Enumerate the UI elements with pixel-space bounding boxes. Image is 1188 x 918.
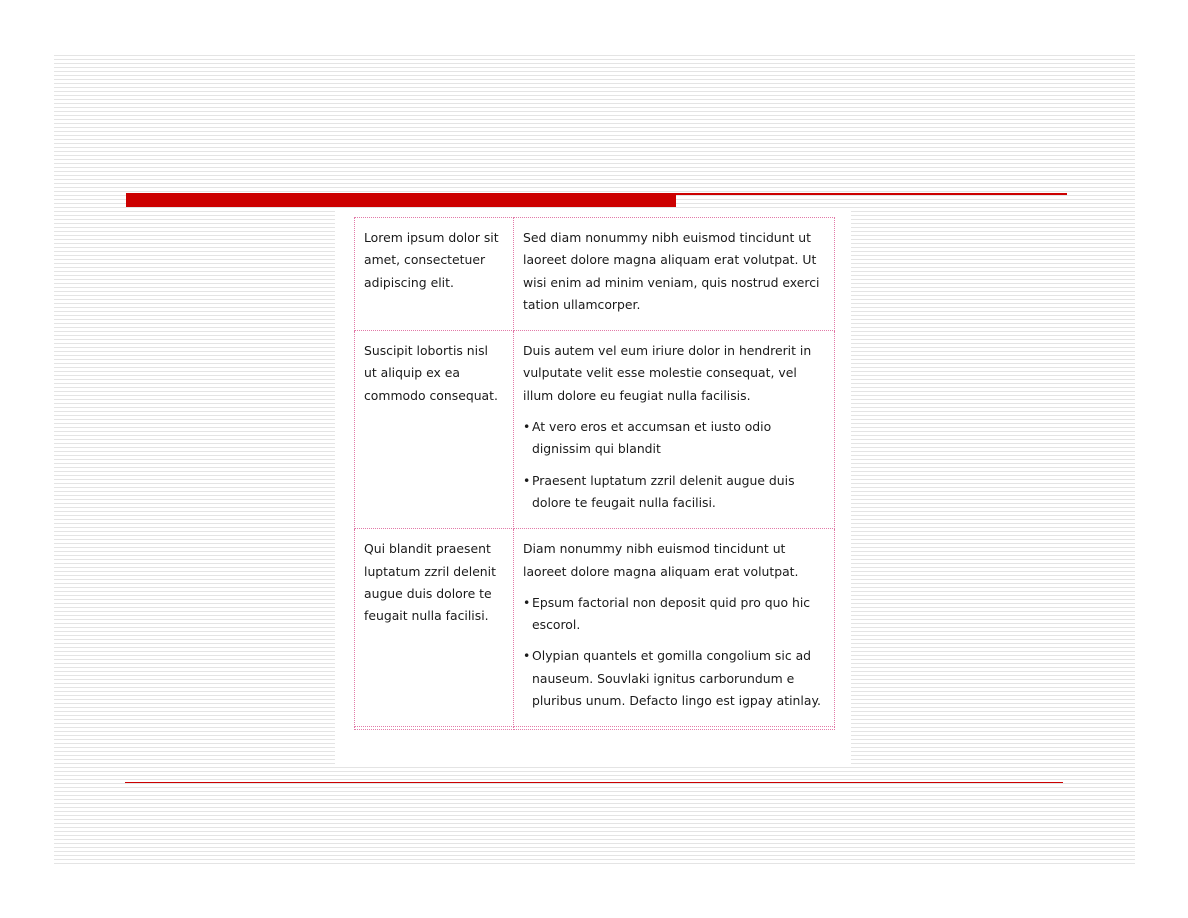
table-cell-tail	[514, 727, 835, 730]
list-item-text: Olypian quantels et gomilla congolium sic ad nauseum. Souvlaki ignitus carborundum e pluribus unum. Defacto lingo est igpay atinlay.	[532, 648, 821, 709]
bullet-list	[523, 592, 825, 712]
cell-text: Qui blandit praesent luptatum zzril delenit augue duis dolore te feugait nulla facilisi.	[364, 541, 496, 624]
list-item	[523, 645, 825, 712]
cell-text: Duis autem vel eum iriure dolor in hendrerit in vulputate velit esse molestie consequat, vel illum dolore eu feugiat nulla facilisis.	[523, 343, 812, 403]
cell-text: Lorem ipsum dolor sit amet, consectetuer adipiscing elit.	[364, 230, 499, 290]
cell-text: Diam nonummy nibh euismod tincidunt ut laoreet dolore magna aliquam erat volutpat.	[523, 541, 799, 579]
footer-rule	[125, 782, 1063, 783]
table-row-tail	[355, 727, 835, 730]
cell-text: Sed diam nonummy nibh euismod tincidunt ut laoreet dolore magna aliquam erat volutpat. Ut wisi enim ad minim veniam, quis nostrud exerci tation ullamcorper.	[523, 230, 820, 312]
list-item-text: At vero eros et accumsan et iusto odio dignissim qui blandit	[532, 419, 772, 457]
cell-text: Suscipit lobortis nisl ut aliquip ex ea commodo consequat.	[364, 343, 498, 403]
content-table	[354, 217, 835, 730]
list-item	[523, 470, 825, 515]
table-cell-label	[355, 218, 514, 331]
table-cell-body	[514, 331, 835, 529]
table-row	[355, 218, 835, 331]
bullet-icon: •	[523, 419, 531, 435]
bullet-icon: •	[523, 594, 531, 610]
table-cell-label	[355, 529, 514, 727]
table-cell-body	[514, 529, 835, 727]
table-cell-tail	[355, 727, 514, 730]
title-accent-bar	[126, 193, 676, 207]
title-accent-line	[676, 193, 1067, 195]
list-item-text: Praesent luptatum zzril delenit augue duis dolore te feugait nulla facilisi.	[532, 472, 795, 510]
list-item	[523, 592, 825, 637]
table-cell-body	[514, 218, 835, 331]
bullet-list	[523, 416, 825, 514]
list-item-text: Epsum factorial non deposit quid pro quo hic escorol.	[532, 594, 811, 633]
table-row	[355, 529, 835, 727]
list-item	[523, 416, 825, 461]
table-cell-label	[355, 331, 514, 529]
table-row	[355, 331, 835, 529]
bullet-icon: •	[523, 472, 531, 488]
bullet-icon: •	[523, 648, 531, 664]
